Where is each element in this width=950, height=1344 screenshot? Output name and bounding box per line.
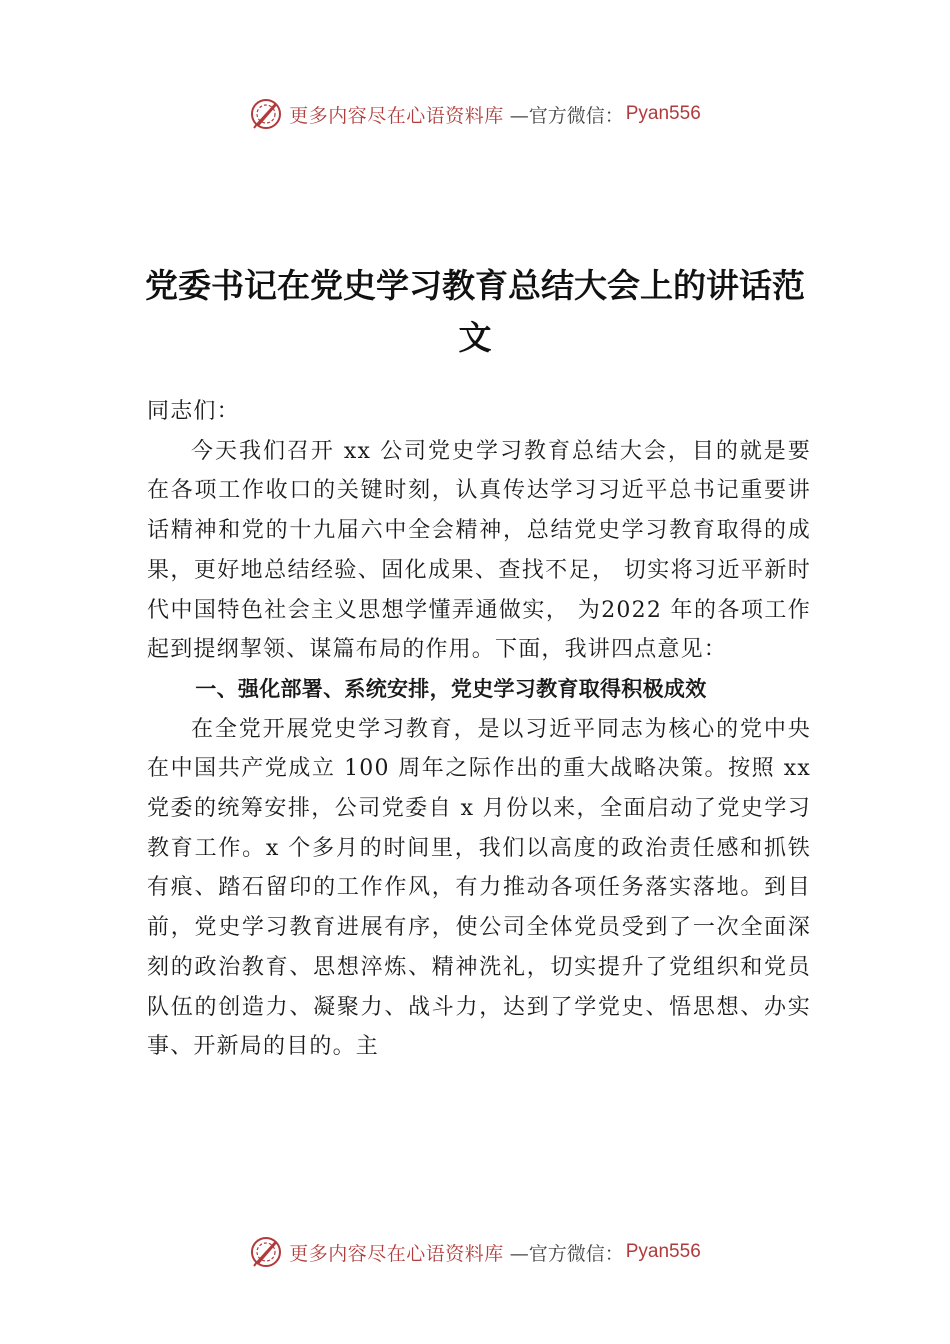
quill-pen-logo-icon bbox=[249, 1235, 283, 1269]
section-paragraph: 在全党开展党史学习教育，是以习近平同志为核心的党中央在中国共产党成立 100 周年之际作出的重大战略决策。按照 xx 党委的统筹安排，公司党委自 x 月份以来，全面启动了党史学习教育工作。x 个多月的时间里，我们以高度的政治责任感和抓铁有痕、踏石留印的工作作风，有力推动各项任务落实落地。到目前，党史学习教育进展有序，使公司全体党员受到了一次全面深刻的政治教育、思想淬炼、精神洗礼，切实提升了党组织和党员队伍的创造力、凝聚力、战斗力，达到了学党史、悟思想、办实事、开新局的目的。主 bbox=[147, 716, 811, 1060]
footer-watermark bbox=[0, 1230, 950, 1274]
watermark-text: 更多内容尽在心语资料库 bbox=[289, 104, 504, 127]
quill-pen-logo-icon bbox=[249, 97, 283, 131]
document-body bbox=[147, 392, 811, 1067]
intro-paragraph: 今天我们召开 xx 公司党史学习教育总结大会，目的就是要在各项工作收口的关键时刻，认真传达学习习近平总书记重要讲话精神和党的十九届六中全会精神，总结党史学习教育取得的成果，更好地总结经验、固化成果、查找不足， 切实将习近平新时代中国特色社会主义思想学懂弄通做实， 为2022 年的各项工作起到提纲挈领、谋篇布局的作用。下面，我讲四点意见： bbox=[147, 438, 811, 663]
header-watermark bbox=[0, 92, 950, 136]
watermark-wechat-id: Pyan556 bbox=[625, 103, 701, 124]
document-title: 党委书记在党史学习教育总结大会上的讲话范文 bbox=[145, 266, 805, 357]
salutation: 同志们： bbox=[147, 399, 240, 424]
watermark-text: 更多内容尽在心语资料库 bbox=[289, 1242, 504, 1265]
watermark-separator: —官方微信： bbox=[509, 104, 624, 127]
section-heading: 一、强化部署、系统安排，党史学习教育取得积极成效 bbox=[195, 676, 707, 701]
watermark-wechat-id: Pyan556 bbox=[625, 1241, 701, 1262]
watermark-separator: —官方微信： bbox=[509, 1242, 624, 1265]
